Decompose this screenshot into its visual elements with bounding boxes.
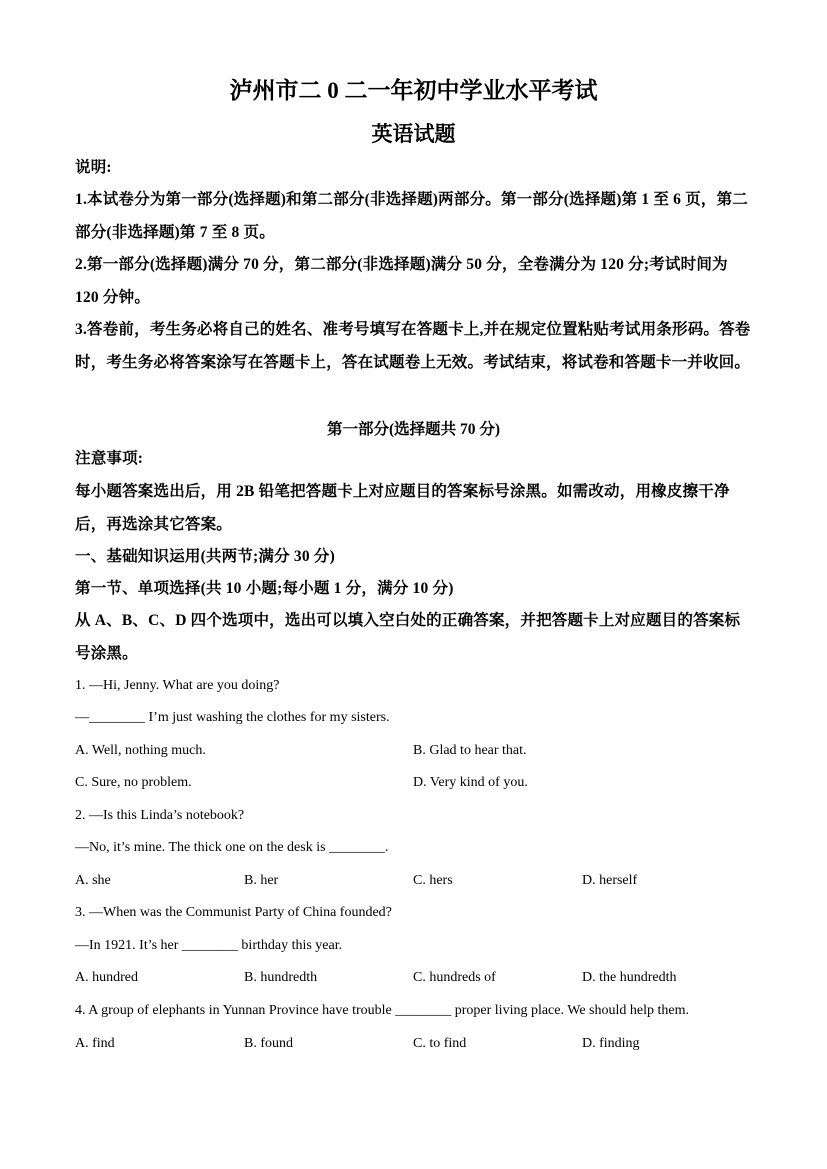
question-3-option-b: B. hundredth bbox=[244, 970, 318, 985]
exam-title: 泸州市二 0 二一年初中学业水平考试 bbox=[229, 78, 598, 103]
question-3-option-d: D. the hundredth bbox=[582, 970, 677, 985]
question-1-option-d: D. Very kind of you. bbox=[413, 775, 528, 790]
question-1-option-b: B. Glad to hear that. bbox=[413, 743, 527, 758]
question-3-stem: 3. —When was the Communist Party of China founded? bbox=[75, 905, 392, 920]
question-4-option-a: A. find bbox=[75, 1036, 115, 1051]
question-1-response: —________ I’m just washing the clothes for my sisters. bbox=[75, 710, 390, 725]
notes-text: 每小题答案选出后，用 2B 铅笔把答题卡上对应题目的答案标号涂黑。如需改动，用橡皮擦干净后，再选涂其它答案。 bbox=[75, 483, 730, 533]
subsection1-heading: 第一节、单项选择(共 10 小题;每小题 1 分，满分 10 分) bbox=[75, 580, 454, 597]
instruction-1: 1.本试卷分为第一部分(选择题)和第二部分(非选择题)两部分。第一部分(选择题)第 1 至 6 页，第二部分(非选择题)第 7 至 8 页。 bbox=[75, 191, 748, 241]
question-1-stem: 1. —Hi, Jenny. What are you doing? bbox=[75, 678, 280, 693]
section1-heading: 一、基础知识运用(共两节;满分 30 分) bbox=[75, 548, 335, 565]
part1-heading: 第一部分(选择题共 70 分) bbox=[326, 421, 501, 438]
question-2-option-a: A. she bbox=[75, 873, 111, 888]
question-2-option-b: B. her bbox=[244, 873, 279, 888]
exam-subtitle: 英语试题 bbox=[371, 122, 456, 146]
question-3-response: —In 1921. It’s her ________ birthday this year. bbox=[75, 938, 343, 953]
instruction-2: 2.第一部分(选择题)满分 70 分，第二部分(非选择题)满分 50 分，全卷满分为 120 分;考试时间为 120 分钟。 bbox=[75, 256, 728, 306]
question-4-option-c: C. to find bbox=[413, 1036, 467, 1051]
instruction-3: 3.答卷前，考生务必将自己的姓名、准考号填写在答题卡上,并在规定位置粘贴考试用条形码。答卷时，考生务必将答案涂写在答题卡上，答在试题卷上无效。考试结束，将试卷和答题卡一并收回。 bbox=[75, 321, 751, 371]
question-1-option-a: A. Well, nothing much. bbox=[75, 743, 206, 758]
question-4-stem: 4. A group of elephants in Yunnan Province have trouble ________ proper living place. We should help them. bbox=[75, 1003, 689, 1018]
question-2-stem: 2. —Is this Linda’s notebook? bbox=[75, 808, 245, 823]
question-1-option-c: C. Sure, no problem. bbox=[75, 775, 192, 790]
question-4-option-d: D. finding bbox=[582, 1036, 640, 1051]
question-2-option-c: C. hers bbox=[413, 873, 453, 888]
question-4-option-b: B. found bbox=[244, 1036, 293, 1051]
instructions-heading: 说明: bbox=[75, 159, 112, 176]
question-2-response: —No, it’s mine. The thick one on the desk is ________. bbox=[75, 840, 389, 855]
question-2-option-d: D. herself bbox=[582, 873, 638, 888]
question-3-option-a: A. hundred bbox=[75, 970, 138, 985]
question-3-option-c: C. hundreds of bbox=[413, 970, 496, 985]
subsection1-directions: 从 A、B、C、D 四个选项中，选出可以填入空白处的正确答案，并把答题卡上对应题目的答案标号涂黑。 bbox=[75, 612, 741, 662]
notes-heading: 注意事项: bbox=[75, 450, 144, 467]
